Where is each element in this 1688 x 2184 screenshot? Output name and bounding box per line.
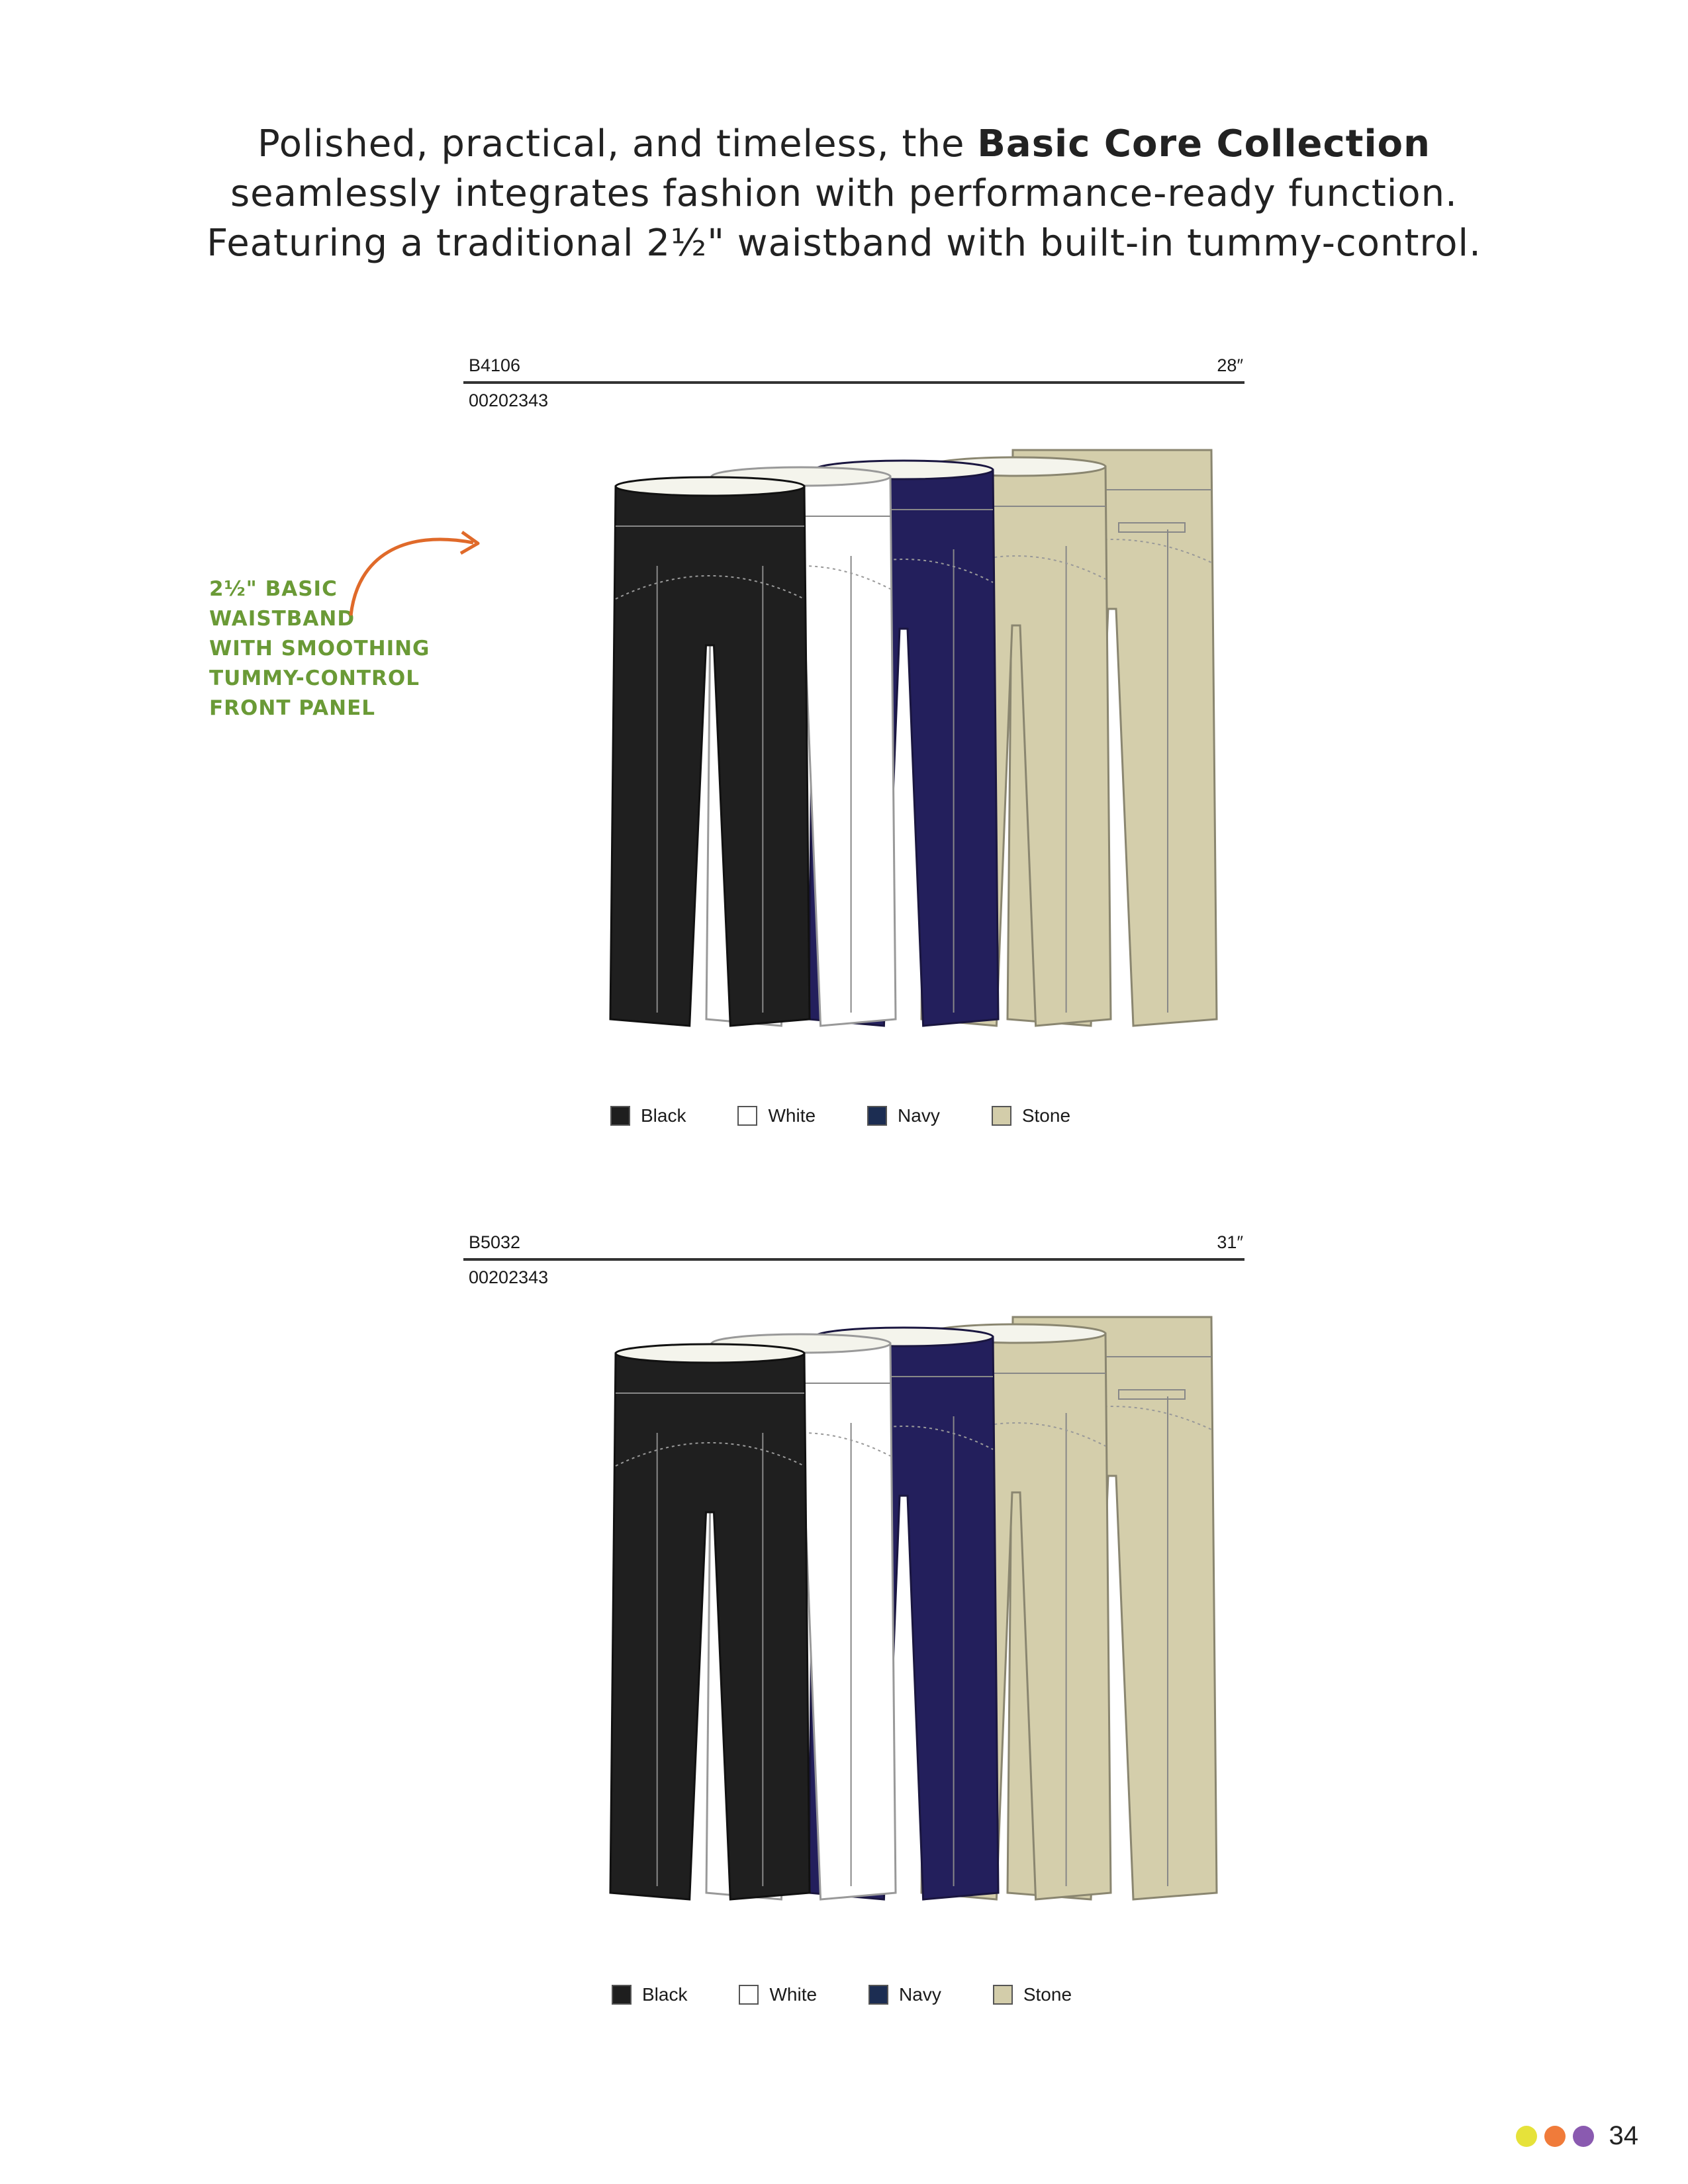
color-chip — [992, 1106, 1011, 1126]
intro-line-3: Featuring a traditional 2½" waistband with built-in tummy-control. — [207, 222, 1481, 265]
product-code: 00202343 — [469, 390, 549, 410]
callout-line: WAISTBAND — [209, 607, 355, 631]
callout-line: FRONT PANEL — [209, 696, 376, 720]
callout-line: WITH SMOOTHING — [209, 637, 430, 660]
swatch-label: Stone — [1023, 1984, 1072, 2005]
swatch-label: White — [768, 1105, 816, 1126]
product-header — [463, 1221, 1244, 1261]
color-chip — [993, 1985, 1013, 2005]
swatch-label: Navy — [898, 1105, 940, 1126]
color-chip — [739, 1985, 759, 2005]
swatch-white — [737, 1105, 816, 1126]
pants-drawing — [463, 1304, 1244, 1966]
page-number: 34 — [1609, 2121, 1638, 2150]
intro-line-2: seamlessly integrates fashion with performance-ready function. — [230, 172, 1458, 215]
color-chip — [867, 1106, 887, 1126]
product-code: 00202343 — [469, 1267, 549, 1287]
color-chip — [612, 1985, 632, 2005]
swatch-navy — [868, 1984, 941, 2005]
intro-line-1 — [132, 119, 1556, 169]
style-number: B4106 — [469, 355, 521, 375]
intro-line-1-text: Polished, practical, and timeless, the — [257, 122, 978, 165]
swatch-navy — [867, 1105, 940, 1126]
collection-name: Basic Core Collection — [977, 122, 1431, 165]
callout-line: 2½" BASIC — [209, 577, 338, 601]
product-b4106 — [463, 344, 1244, 411]
pants-drawing — [463, 437, 1244, 1092]
style-number: B5032 — [469, 1232, 521, 1252]
pants-illustration-b5032 — [463, 1304, 1244, 1966]
color-chip — [737, 1106, 757, 1126]
color-chip — [610, 1106, 630, 1126]
swatch-stone — [992, 1105, 1070, 1126]
swatch-black — [612, 1984, 687, 2005]
inseam-length: 28″ — [1217, 355, 1243, 375]
swatch-label: Navy — [899, 1984, 941, 2005]
callout-line: TUMMY-CONTROL — [209, 666, 420, 690]
yellow-dot-icon — [1516, 2126, 1537, 2147]
purple-dot-icon — [1573, 2126, 1594, 2147]
swatch-label: White — [769, 1984, 818, 2005]
swatch-label: Black — [642, 1984, 688, 2005]
swatch-label: Stone — [1021, 1105, 1071, 1126]
pants-illustration-b4106 — [463, 437, 1244, 1092]
swatch-label: Black — [641, 1105, 686, 1126]
page-footer — [1516, 2121, 1639, 2151]
swatch-white — [739, 1984, 817, 2005]
color-swatches-b4106 — [610, 1105, 1070, 1126]
product-b5032 — [463, 1221, 1244, 1288]
inseam-length: 31″ — [1217, 1232, 1243, 1252]
product-header — [463, 344, 1244, 384]
orange-dot-icon — [1544, 2126, 1566, 2147]
swatch-black — [610, 1105, 686, 1126]
color-swatches-b5032 — [612, 1984, 1072, 2005]
swatch-stone — [993, 1984, 1072, 2005]
color-chip — [868, 1985, 888, 2005]
intro-paragraph — [132, 119, 1556, 268]
